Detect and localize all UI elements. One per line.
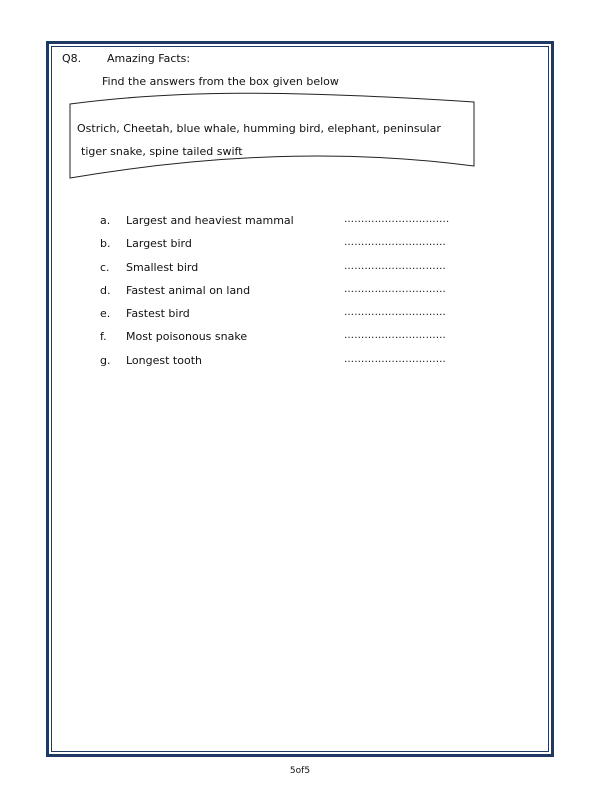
- fact-text: Smallest bird: [126, 260, 199, 274]
- fact-text: Most poisonous snake: [126, 330, 248, 344]
- fact-letter: g.: [100, 353, 111, 367]
- fact-letter: a.: [100, 214, 111, 227]
- fact-letter: e.: [100, 307, 111, 321]
- fact-row-b: [100, 237, 460, 260]
- question-title: Amazing Facts:: [107, 52, 191, 65]
- fact-text: Fastest animal on land: [126, 283, 251, 297]
- answer-blank[interactable]: …………………………: [344, 353, 446, 365]
- answer-blank[interactable]: …………………………: [344, 260, 446, 272]
- fact-text: Largest and heaviest mammal: [126, 214, 294, 227]
- fact-row-e: [100, 307, 460, 330]
- page-number: 5of5: [289, 766, 311, 776]
- fact-text: Fastest bird: [126, 307, 190, 321]
- fact-letter: f.: [100, 330, 107, 344]
- answer-blank[interactable]: ………………………….: [344, 214, 450, 225]
- fact-row-g: [100, 354, 460, 377]
- fact-row-d: [100, 284, 460, 307]
- facts-list: [100, 214, 460, 377]
- answer-blank[interactable]: …………………………: [344, 330, 446, 342]
- question-instruction: Find the answers from the box given below: [102, 75, 339, 88]
- fact-letter: b.: [100, 237, 111, 251]
- fact-row-a: [100, 214, 460, 237]
- fact-letter: c.: [100, 260, 110, 274]
- fact-row-f: [100, 330, 460, 353]
- answer-blank[interactable]: …………………………: [344, 307, 446, 319]
- fact-text: Largest bird: [126, 237, 192, 251]
- fact-letter: d.: [100, 283, 111, 297]
- fact-row-c: [100, 261, 460, 284]
- question-number: Q8.: [62, 52, 82, 65]
- word-box-line-2: tiger snake, spine tailed swift: [81, 145, 243, 158]
- answer-blank[interactable]: …………………………: [344, 283, 446, 295]
- word-box-line-1: Ostrich, Cheetah, blue whale, humming bird, elephant, peninsular: [77, 122, 441, 135]
- word-box-banner: [66, 88, 478, 184]
- fact-text: Longest tooth: [126, 353, 202, 367]
- answer-blank[interactable]: …………………………: [344, 237, 446, 249]
